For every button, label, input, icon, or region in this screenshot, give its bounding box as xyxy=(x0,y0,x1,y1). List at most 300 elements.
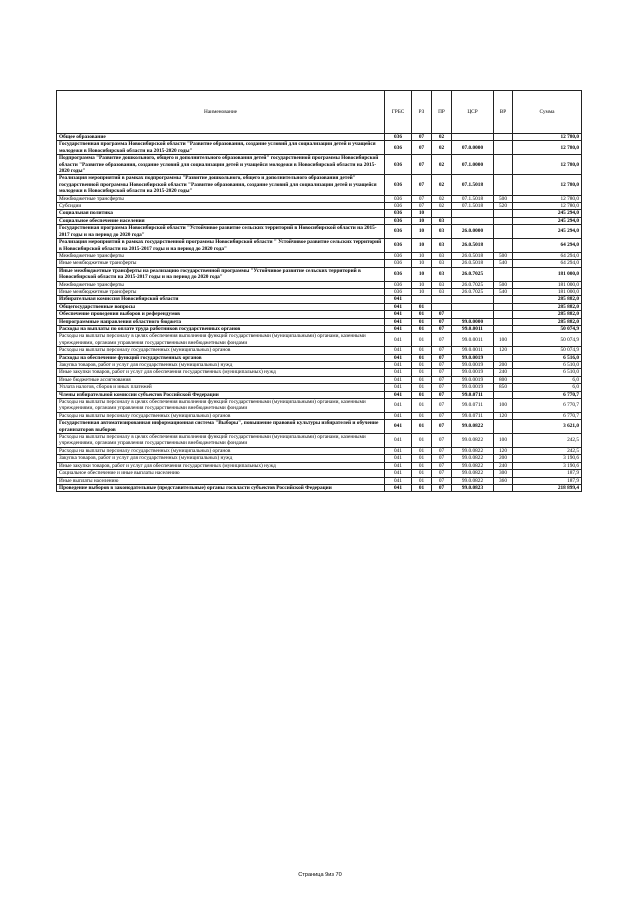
cell-grbs: 036 xyxy=(385,141,412,155)
cell-vr: 100 xyxy=(494,333,513,347)
cell-sum: 12 780,0 xyxy=(513,141,582,155)
cell-vr xyxy=(494,311,513,318)
cell-name: Иные выплаты населению xyxy=(57,477,385,484)
table-row xyxy=(57,134,582,141)
cell-csr: 99.0.0822 xyxy=(452,455,494,462)
cell-name: Социальная политика xyxy=(57,210,385,217)
cell-name: Государственная программа Новосибирской области "Развитие образования, создание условий для социализации детей и учащейся молодежи в Новосибирской области на 2015-2020 годы" xyxy=(57,141,385,155)
cell-sum: 3 190,6 xyxy=(513,462,582,469)
cell-name: Обеспечение проведения выборов и референдумов xyxy=(57,311,385,318)
cell-sum: 12 780,0 xyxy=(513,203,582,210)
cell-vr xyxy=(494,210,513,217)
header-name: Наименование xyxy=(57,91,385,134)
cell-pr: 07 xyxy=(432,354,452,361)
page-footer: Страница 9из 70 xyxy=(298,872,342,878)
table-row xyxy=(57,296,582,303)
cell-rz: 01 xyxy=(412,347,432,354)
cell-csr: 26.0.0000 xyxy=(452,225,494,239)
table-row xyxy=(57,195,582,202)
cell-vr: 360 xyxy=(494,477,513,484)
cell-vr: 300 xyxy=(494,470,513,477)
cell-csr xyxy=(452,217,494,224)
cell-pr xyxy=(432,296,452,303)
cell-sum: 245 294,0 xyxy=(513,217,582,224)
cell-pr: 07 xyxy=(432,347,452,354)
cell-csr: 99.0.0711 xyxy=(452,391,494,398)
cell-grbs: 036 xyxy=(385,288,412,295)
cell-grbs: 041 xyxy=(385,347,412,354)
cell-pr: 02 xyxy=(432,175,452,195)
table-row xyxy=(57,455,582,462)
budget-table xyxy=(56,90,582,492)
cell-name: Государственная автоматизированная информационная система "Выборы", повышение правовой культуры избирателей и обучение организаторов выборов xyxy=(57,420,385,434)
cell-pr: 07 xyxy=(432,311,452,318)
cell-grbs: 041 xyxy=(385,470,412,477)
cell-rz: 01 xyxy=(412,318,432,325)
cell-grbs: 041 xyxy=(385,455,412,462)
table-row xyxy=(57,175,582,195)
cell-name: Расходы на выплаты персоналу в целях обеспечения выполнения функций государственными (муниципальными) органами, казенными учреждениями, органами управления государственными внебюджетными фондами xyxy=(57,399,385,413)
cell-vr xyxy=(494,318,513,325)
cell-sum: 64 294,0 xyxy=(513,252,582,259)
cell-grbs: 036 xyxy=(385,217,412,224)
cell-sum: 12 780,0 xyxy=(513,155,582,175)
table-row xyxy=(57,333,582,347)
cell-csr xyxy=(452,303,494,310)
cell-pr: 03 xyxy=(432,239,452,253)
cell-rz: 10 xyxy=(412,217,432,224)
cell-name: Подпрограмма "Развитие дошкольного, общего и дополнительного образования детей" государственной программы Новосибирской области "Развитие образования, создание условий для социализации детей и учащейся молодежи в Новосибирской области на 2015-2020 годы" xyxy=(57,155,385,175)
table-row xyxy=(57,288,582,295)
cell-csr: 99.0.0823 xyxy=(452,484,494,491)
cell-pr: 07 xyxy=(432,484,452,491)
cell-pr: 02 xyxy=(432,195,452,202)
cell-name: Члены избирательной комиссии субъектов Российской Федерации xyxy=(57,391,385,398)
cell-name: Иные межбюджетные трансферты xyxy=(57,260,385,267)
cell-rz: 10 xyxy=(412,281,432,288)
cell-pr: 07 xyxy=(432,447,452,454)
cell-rz: 10 xyxy=(412,288,432,295)
cell-sum: 12 780,0 xyxy=(513,195,582,202)
table-row xyxy=(57,203,582,210)
cell-rz: 01 xyxy=(412,434,432,448)
cell-name: Социальное обеспечение и иные выплаты населению xyxy=(57,470,385,477)
cell-rz: 01 xyxy=(412,447,432,454)
cell-name: Проведение выборов в законодательные (представительные) органы госвласти субъектов Российской Федерации xyxy=(57,484,385,491)
cell-csr xyxy=(452,210,494,217)
cell-pr: 07 xyxy=(432,470,452,477)
cell-vr: 200 xyxy=(494,362,513,369)
cell-pr: 07 xyxy=(432,376,452,383)
cell-grbs: 041 xyxy=(385,369,412,376)
cell-name: Расходы на выплаты по оплате труда работников государственных органов xyxy=(57,325,385,332)
table-row xyxy=(57,384,582,391)
cell-vr xyxy=(494,225,513,239)
cell-vr: 120 xyxy=(494,412,513,419)
cell-sum: 50 074,9 xyxy=(513,333,582,347)
cell-pr: 07 xyxy=(432,384,452,391)
cell-name: Расходы на выплаты персоналу государственных (муниципальных) органов xyxy=(57,347,385,354)
cell-csr: 99.0.0822 xyxy=(452,447,494,454)
cell-rz: 10 xyxy=(412,252,432,259)
cell-pr: 07 xyxy=(432,318,452,325)
cell-rz: 01 xyxy=(412,384,432,391)
cell-pr: 07 xyxy=(432,333,452,347)
cell-rz xyxy=(412,296,432,303)
cell-csr: 07.1.0000 xyxy=(452,155,494,175)
cell-rz: 10 xyxy=(412,267,432,281)
cell-grbs: 036 xyxy=(385,203,412,210)
cell-grbs: 041 xyxy=(385,447,412,454)
cell-sum: 245 294,0 xyxy=(513,210,582,217)
cell-rz: 01 xyxy=(412,412,432,419)
header-rz: РЗ xyxy=(412,91,432,134)
cell-grbs: 041 xyxy=(385,391,412,398)
cell-name: Межбюджетные трансферты xyxy=(57,281,385,288)
table-row xyxy=(57,362,582,369)
cell-sum: 242,5 xyxy=(513,447,582,454)
table-row xyxy=(57,434,582,448)
cell-pr: 03 xyxy=(432,288,452,295)
cell-csr: 99.0.0000 xyxy=(452,318,494,325)
cell-rz: 01 xyxy=(412,455,432,462)
cell-grbs: 041 xyxy=(385,399,412,413)
cell-name: Иные закупки товаров, работ и услуг для обеспечения государственных (муниципальных) нужд xyxy=(57,369,385,376)
table-row xyxy=(57,376,582,383)
cell-sum: 64 294,0 xyxy=(513,239,582,253)
cell-vr: 120 xyxy=(494,447,513,454)
cell-sum: 64 294,0 xyxy=(513,260,582,267)
table-row xyxy=(57,303,582,310)
cell-grbs: 041 xyxy=(385,303,412,310)
cell-csr xyxy=(452,296,494,303)
cell-rz: 01 xyxy=(412,477,432,484)
cell-rz: 01 xyxy=(412,391,432,398)
cell-rz: 07 xyxy=(412,155,432,175)
cell-rz: 01 xyxy=(412,376,432,383)
cell-vr xyxy=(494,303,513,310)
cell-sum: 12 780,0 xyxy=(513,134,582,141)
cell-name: Расходы на обеспечение функций государственных органов xyxy=(57,354,385,361)
header-pr: ПР xyxy=(432,91,452,134)
cell-name: Избирательная комиссия Новосибирской области xyxy=(57,296,385,303)
cell-pr: 03 xyxy=(432,252,452,259)
cell-grbs: 041 xyxy=(385,434,412,448)
cell-sum: 218 899,4 xyxy=(513,484,582,491)
cell-rz: 01 xyxy=(412,354,432,361)
cell-rz: 07 xyxy=(412,195,432,202)
cell-name: Расходы на выплаты персоналу в целях обеспечения выполнения функций государственными (муниципальными) органами, казенными учреждениями, органами управления государственными внебюджетными фондами xyxy=(57,333,385,347)
cell-sum: 6 770,7 xyxy=(513,399,582,413)
cell-csr: 99.0.0011 xyxy=(452,325,494,332)
cell-csr: 07.1.5018 xyxy=(452,195,494,202)
cell-rz: 01 xyxy=(412,399,432,413)
cell-name: Иные межбюджетные трансферты на реализацию государственной программы "Устойчивое развитие сельских территорий в Новосибирской области на 2015-2017 годы и на период до 2020 года" xyxy=(57,267,385,281)
cell-rz: 01 xyxy=(412,420,432,434)
cell-grbs: 041 xyxy=(385,325,412,332)
cell-rz: 10 xyxy=(412,210,432,217)
cell-sum: 187,9 xyxy=(513,470,582,477)
cell-csr: 99.0.0822 xyxy=(452,477,494,484)
cell-name: Реализация мероприятий в рамках государственной программы Новосибирской области " Устойчивое развитие сельских территорий в Новосибирской области на 2015-2017 годы и на период до 2020 года" xyxy=(57,239,385,253)
cell-vr: 500 xyxy=(494,195,513,202)
cell-csr: 99.0.0019 xyxy=(452,376,494,383)
cell-name: Расходы на выплаты персоналу в целях обеспечения выполнения функций государственными (муниципальными) органами, казенными учреждениями, органами управления государственными внебюджетными фондами xyxy=(57,434,385,448)
table-row xyxy=(57,420,582,434)
cell-pr: 02 xyxy=(432,155,452,175)
cell-grbs: 041 xyxy=(385,477,412,484)
cell-pr xyxy=(432,210,452,217)
cell-pr: 03 xyxy=(432,267,452,281)
cell-pr: 03 xyxy=(432,225,452,239)
cell-csr: 99.0.0019 xyxy=(452,384,494,391)
cell-vr: 520 xyxy=(494,203,513,210)
cell-csr: 26.0.7025 xyxy=(452,288,494,295)
cell-csr: 99.0.0011 xyxy=(452,347,494,354)
table-row xyxy=(57,155,582,175)
cell-name: Иные бюджетные ассигнования xyxy=(57,376,385,383)
cell-sum: 242,5 xyxy=(513,434,582,448)
table-row xyxy=(57,260,582,267)
cell-sum: 285 882,0 xyxy=(513,311,582,318)
table-row xyxy=(57,391,582,398)
cell-grbs: 036 xyxy=(385,260,412,267)
cell-sum: 3 190,6 xyxy=(513,455,582,462)
cell-grbs: 041 xyxy=(385,484,412,491)
cell-sum: 6,0 xyxy=(513,376,582,383)
cell-name: Социальное обеспечение населения xyxy=(57,217,385,224)
table-body xyxy=(57,134,582,492)
cell-name: Общее образование xyxy=(57,134,385,141)
cell-pr: 07 xyxy=(432,434,452,448)
cell-vr: 100 xyxy=(494,399,513,413)
table-row xyxy=(57,217,582,224)
cell-grbs: 041 xyxy=(385,333,412,347)
cell-csr: 26.0.5018 xyxy=(452,239,494,253)
cell-pr: 07 xyxy=(432,369,452,376)
cell-name: Иные закупки товаров, работ и услуг для обеспечения государственных (муниципальных) нужд xyxy=(57,462,385,469)
cell-csr: 26.0.5018 xyxy=(452,260,494,267)
cell-name: Иные межбюджетные трансферты xyxy=(57,288,385,295)
cell-rz: 01 xyxy=(412,470,432,477)
cell-grbs: 041 xyxy=(385,384,412,391)
table-row xyxy=(57,311,582,318)
cell-vr: 200 xyxy=(494,455,513,462)
cell-pr: 07 xyxy=(432,462,452,469)
cell-csr: 26.0.7025 xyxy=(452,281,494,288)
cell-csr: 07.1.5018 xyxy=(452,175,494,195)
cell-sum: 285 882,0 xyxy=(513,303,582,310)
cell-grbs: 041 xyxy=(385,462,412,469)
cell-csr: 99.0.0711 xyxy=(452,399,494,413)
cell-pr: 07 xyxy=(432,362,452,369)
table-row xyxy=(57,412,582,419)
cell-grbs: 041 xyxy=(385,296,412,303)
header-grbs: ГРБС xyxy=(385,91,412,134)
cell-grbs: 036 xyxy=(385,155,412,175)
cell-sum: 245 294,0 xyxy=(513,225,582,239)
cell-vr xyxy=(494,239,513,253)
table-header-row xyxy=(57,91,582,134)
cell-vr xyxy=(494,141,513,155)
header-vr: ВР xyxy=(494,91,513,134)
cell-sum: 181 000,0 xyxy=(513,288,582,295)
cell-pr: 07 xyxy=(432,399,452,413)
cell-grbs: 041 xyxy=(385,420,412,434)
cell-name: Межбюджетные трансферты xyxy=(57,195,385,202)
cell-grbs: 041 xyxy=(385,412,412,419)
cell-name: Расходы на выплаты персоналу государственных (муниципальных) органов xyxy=(57,412,385,419)
cell-vr: 540 xyxy=(494,260,513,267)
cell-csr: 99.0.0019 xyxy=(452,369,494,376)
cell-rz: 01 xyxy=(412,311,432,318)
cell-vr: 120 xyxy=(494,347,513,354)
cell-rz: 10 xyxy=(412,225,432,239)
table-row xyxy=(57,225,582,239)
cell-vr xyxy=(494,420,513,434)
cell-csr: 07.0.0000 xyxy=(452,141,494,155)
table-row xyxy=(57,318,582,325)
cell-pr xyxy=(432,303,452,310)
cell-vr xyxy=(494,296,513,303)
cell-sum: 181 000,0 xyxy=(513,267,582,281)
cell-rz: 01 xyxy=(412,303,432,310)
table-row xyxy=(57,267,582,281)
cell-sum: 285 882,0 xyxy=(513,318,582,325)
cell-sum: 187,9 xyxy=(513,477,582,484)
cell-name: Государственная программа Новосибирской области "Устойчивое развитие сельских территорий в Новосибирской области на 2015-2017 годы и на период до 2020 года" xyxy=(57,225,385,239)
cell-pr: 07 xyxy=(432,391,452,398)
cell-grbs: 036 xyxy=(385,281,412,288)
cell-csr xyxy=(452,311,494,318)
cell-sum: 50 074,9 xyxy=(513,347,582,354)
cell-name: Общегосударственные вопросы xyxy=(57,303,385,310)
cell-vr: 500 xyxy=(494,281,513,288)
cell-pr: 03 xyxy=(432,281,452,288)
cell-grbs: 036 xyxy=(385,195,412,202)
cell-name: Закупка товаров, работ и услуг для государственных (муниципальных) нужд xyxy=(57,362,385,369)
cell-vr xyxy=(494,267,513,281)
cell-rz: 10 xyxy=(412,239,432,253)
cell-vr xyxy=(494,391,513,398)
cell-sum: 181 000,0 xyxy=(513,281,582,288)
cell-vr: 500 xyxy=(494,252,513,259)
cell-csr: 99.0.0822 xyxy=(452,470,494,477)
cell-sum: 6 770,7 xyxy=(513,412,582,419)
cell-name: Закупка товаров, работ и услуг для государственных (муниципальных) нужд xyxy=(57,455,385,462)
cell-name: Субсидии xyxy=(57,203,385,210)
table-row xyxy=(57,462,582,469)
cell-sum: 6,0 xyxy=(513,384,582,391)
cell-rz: 01 xyxy=(412,333,432,347)
cell-vr: 240 xyxy=(494,369,513,376)
table-row xyxy=(57,252,582,259)
cell-csr: 99.0.0822 xyxy=(452,434,494,448)
cell-name: Расходы на выплаты персоналу государственных (муниципальных) органов xyxy=(57,447,385,454)
cell-sum: 3 621,0 xyxy=(513,420,582,434)
cell-grbs: 041 xyxy=(385,318,412,325)
cell-sum: 6 516,0 xyxy=(513,354,582,361)
cell-csr: 99.0.0711 xyxy=(452,412,494,419)
cell-sum: 6 510,0 xyxy=(513,362,582,369)
cell-grbs: 041 xyxy=(385,362,412,369)
cell-rz: 01 xyxy=(412,484,432,491)
cell-rz: 01 xyxy=(412,362,432,369)
cell-grbs: 036 xyxy=(385,210,412,217)
cell-csr: 99.0.0019 xyxy=(452,362,494,369)
table-row xyxy=(57,347,582,354)
cell-name: Непрограммные направления областного бюджета xyxy=(57,318,385,325)
cell-pr: 07 xyxy=(432,477,452,484)
table-row xyxy=(57,484,582,491)
table-row xyxy=(57,477,582,484)
cell-vr: 100 xyxy=(494,434,513,448)
cell-vr xyxy=(494,354,513,361)
cell-grbs: 041 xyxy=(385,376,412,383)
cell-pr: 02 xyxy=(432,134,452,141)
cell-csr: 99.0.0822 xyxy=(452,462,494,469)
cell-grbs: 041 xyxy=(385,354,412,361)
cell-rz: 01 xyxy=(412,462,432,469)
cell-csr: 26.0.7025 xyxy=(452,267,494,281)
cell-name: Уплата налогов, сборов и иных платежей xyxy=(57,384,385,391)
table-row xyxy=(57,470,582,477)
cell-csr: 07.1.5018 xyxy=(452,203,494,210)
cell-pr: 07 xyxy=(432,325,452,332)
cell-csr: 99.0.0011 xyxy=(452,333,494,347)
table-row xyxy=(57,354,582,361)
cell-rz: 10 xyxy=(412,260,432,267)
cell-rz: 01 xyxy=(412,325,432,332)
cell-name: Межбюджетные трансферты xyxy=(57,252,385,259)
table-row xyxy=(57,141,582,155)
table-row xyxy=(57,210,582,217)
cell-rz: 07 xyxy=(412,203,432,210)
cell-pr: 02 xyxy=(432,141,452,155)
header-csr: ЦСР xyxy=(452,91,494,134)
table-row xyxy=(57,239,582,253)
cell-vr xyxy=(494,484,513,491)
cell-rz: 07 xyxy=(412,175,432,195)
table-row xyxy=(57,325,582,332)
cell-rz: 07 xyxy=(412,141,432,155)
cell-pr: 02 xyxy=(432,203,452,210)
cell-grbs: 036 xyxy=(385,134,412,141)
cell-pr: 07 xyxy=(432,412,452,419)
cell-vr: 850 xyxy=(494,384,513,391)
cell-grbs: 041 xyxy=(385,311,412,318)
cell-vr: 240 xyxy=(494,462,513,469)
cell-pr: 07 xyxy=(432,420,452,434)
cell-sum: 6 770,7 xyxy=(513,391,582,398)
cell-sum: 285 882,0 xyxy=(513,296,582,303)
cell-pr: 03 xyxy=(432,217,452,224)
cell-grbs: 036 xyxy=(385,225,412,239)
cell-name: Реализация мероприятий в рамках подпрограммы "Развитие дошкольного, общего и дополнительного образования детей" государственной программы Новосибирской области "Развитие образования, создание условий для социализации детей и учащейся молодежи в Новосибирской области на 2015-2020 годы" xyxy=(57,175,385,195)
cell-csr xyxy=(452,134,494,141)
cell-grbs: 036 xyxy=(385,252,412,259)
cell-grbs: 036 xyxy=(385,267,412,281)
cell-vr: 540 xyxy=(494,288,513,295)
cell-grbs: 036 xyxy=(385,239,412,253)
cell-sum: 50 074,9 xyxy=(513,325,582,332)
cell-rz: 07 xyxy=(412,134,432,141)
cell-pr: 07 xyxy=(432,455,452,462)
table-row xyxy=(57,447,582,454)
cell-csr: 26.0.5018 xyxy=(452,252,494,259)
cell-vr xyxy=(494,325,513,332)
cell-pr: 03 xyxy=(432,260,452,267)
